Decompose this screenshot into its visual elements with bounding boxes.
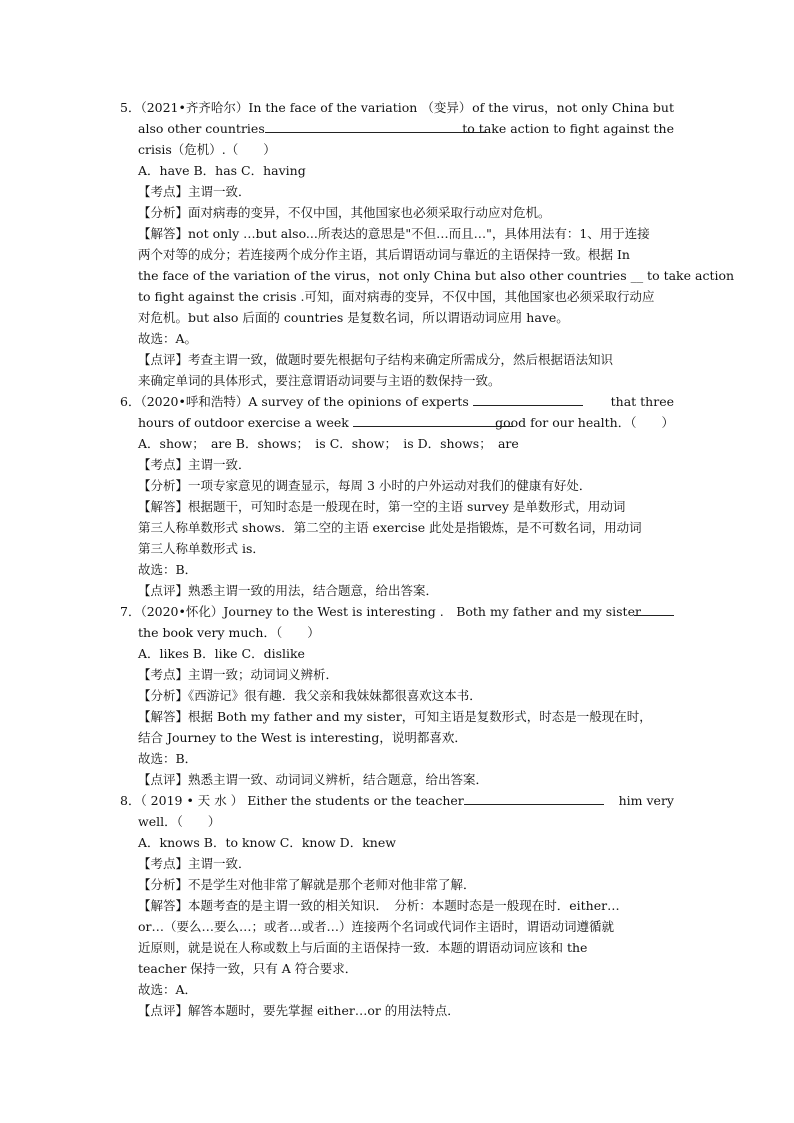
q5-stem-mid: also other countries: [138, 121, 265, 136]
q6-jieda-1: 【解答】根据题干，可知时态是一般现在时，第一空的主语 survey 是单数形式，用动词: [138, 499, 626, 514]
q5-line2: [138, 121, 674, 137]
answer-blank: [634, 604, 674, 616]
answer-blank: [464, 793, 604, 805]
q6-options: A．show； are B．shows； is C．show； is D．shows； are: [138, 436, 519, 451]
q6-line1: [120, 394, 674, 410]
q7-fenxi: 【分析】《西游记》很有趣．我父亲和我妹妹都很喜欢这本书．: [138, 688, 482, 703]
q7-kaodian: 【考点】主谓一致；动词词义辨析．: [138, 667, 339, 682]
q5-dianping-1: 【点评】考查主谓一致，做题时要先根据句子结构来确定所需成分，然后根据语法知识: [138, 352, 614, 367]
q7-dianping-1: 【点评】熟悉主谓一致、动词词义辨析，结合题意，给出答案．: [138, 772, 489, 787]
q6-kaodian: 【考点】主谓一致．: [138, 457, 251, 472]
q6-stem-start: 6．（2020•呼和浩特）A survey of the opinions of experts: [120, 394, 469, 409]
q7-stem-start: 7．（2020•怀化）Journey to the West is interesting . Both my father and my sister: [120, 604, 641, 619]
q5-jieda-5: 对危机。but also 后面的 countries 是复数名词，所以谓语动词应用 have。: [138, 310, 569, 325]
q8-options: A．knows B．to know C．know D．knew: [138, 835, 396, 850]
q7-jieda-2: 结合 Journey to the West is interesting，说明都喜欢．: [138, 730, 467, 745]
answer-blank: [265, 121, 487, 133]
q8-stem-start: 8．（ 2019 • 天 水 ） Either the students or the teacher: [120, 793, 464, 808]
q6-stem-end: that three: [610, 394, 674, 409]
q6-stem-end2: good for our health．（ ）: [495, 415, 674, 430]
q5-answer: 故选：A。: [138, 331, 198, 346]
q6-jieda-2: 第三人称单数形式 shows．第二空的主语 exercise 此处是指锻炼，是不可数名词，用动词: [138, 520, 642, 535]
answer-blank: [473, 394, 583, 406]
q5-stem-mid2: to take action to fight against the: [462, 121, 674, 136]
q5-line3: crisis（危机）.（ ）: [138, 142, 276, 157]
q5-fenxi: 【分析】面对病毒的变异，不仅中国，其他国家也必须采取行动应对危机。: [138, 205, 551, 220]
q8-kaodian: 【考点】主谓一致．: [138, 856, 251, 871]
q7-jieda-1: 【解答】根据 Both my father and my sister，可知主语是复数形式，时态是一般现在时，: [138, 709, 652, 724]
q6-jieda-3: 第三人称单数形式 is．: [138, 541, 265, 556]
q8-jieda-2: or…（要么…要么…；或者…或者…）连接两个名词或代词作主语时，谓语动词遵循就: [138, 919, 615, 934]
q6-line2: [138, 415, 674, 431]
q6-fenxi: 【分析】一项专家意见的调查显示，每周 3 小时的户外运动对我们的健康有好处．: [138, 478, 592, 493]
q8-jieda-4: teacher 保持一致，只有 A 符合要求．: [138, 961, 358, 976]
q5-jieda-4: to fight against the crisis .可知，面对病毒的变异，不仅中国，其他国家也必须采取行动应: [138, 289, 655, 304]
q8-fenxi: 【分析】不是学生对他非常了解就是那个老师对他非常了解．: [138, 877, 476, 892]
q8-dianping-1: 【点评】解答本题时，要先掌握 either…or 的用法特点．: [138, 1003, 460, 1018]
q8-line2: well．（ ）: [138, 814, 221, 829]
q5-stem-start: 5．（2021•齐齐哈尔）In the face of the variation （变异）: [120, 100, 472, 115]
q5-kaodian: 【考点】主谓一致．: [138, 184, 251, 199]
q5-line1: [120, 100, 674, 116]
q8-answer: 故选：A．: [138, 982, 198, 997]
q5-jieda-1: 【解答】not only …but also...所表达的意思是"不但…而且…"，具体用法有：1、用于连接: [138, 226, 650, 241]
q6-dianping-1: 【点评】熟悉主谓一致的用法，结合题意，给出答案．: [138, 583, 439, 598]
q7-line1: [120, 604, 674, 620]
q6-answer: 故选：B．: [138, 562, 198, 577]
q8-line1: [120, 793, 674, 809]
q7-line2: the book very much．（ ）: [138, 625, 320, 640]
q6-stem-mid: hours of outdoor exercise a week: [138, 415, 349, 430]
q7-answer: 故选：B．: [138, 751, 198, 766]
q8-jieda-3: 近原则，就是说在人称或数上与后面的主语保持一致．本题的谓语动词应该和 the: [138, 940, 588, 955]
q7-options: A．likes B．like C．dislike: [138, 646, 305, 661]
q5-dianping-2: 来确定单词的具体形式，要注意谓语动词要与主语的数保持一致。: [138, 373, 501, 388]
q8-stem-end: him very: [618, 793, 674, 808]
answer-blank: [353, 415, 513, 427]
q5-jieda-3: the face of the variation of the virus，not only China but also other countries __ to take action: [138, 268, 735, 283]
q5-jieda-2: 两个对等的成分；若连接两个成分作主语，其后谓语动词与靠近的主语保持一致。根据 In: [138, 247, 630, 262]
q8-jieda-1: 【解答】本题考查的是主谓一致的相关知识． 分析：本题时态是一般现在时．either…: [138, 898, 620, 913]
q5-stem-end: of the virus，not only China but: [472, 100, 674, 115]
q5-options: A．have B．has C．having: [138, 163, 306, 178]
